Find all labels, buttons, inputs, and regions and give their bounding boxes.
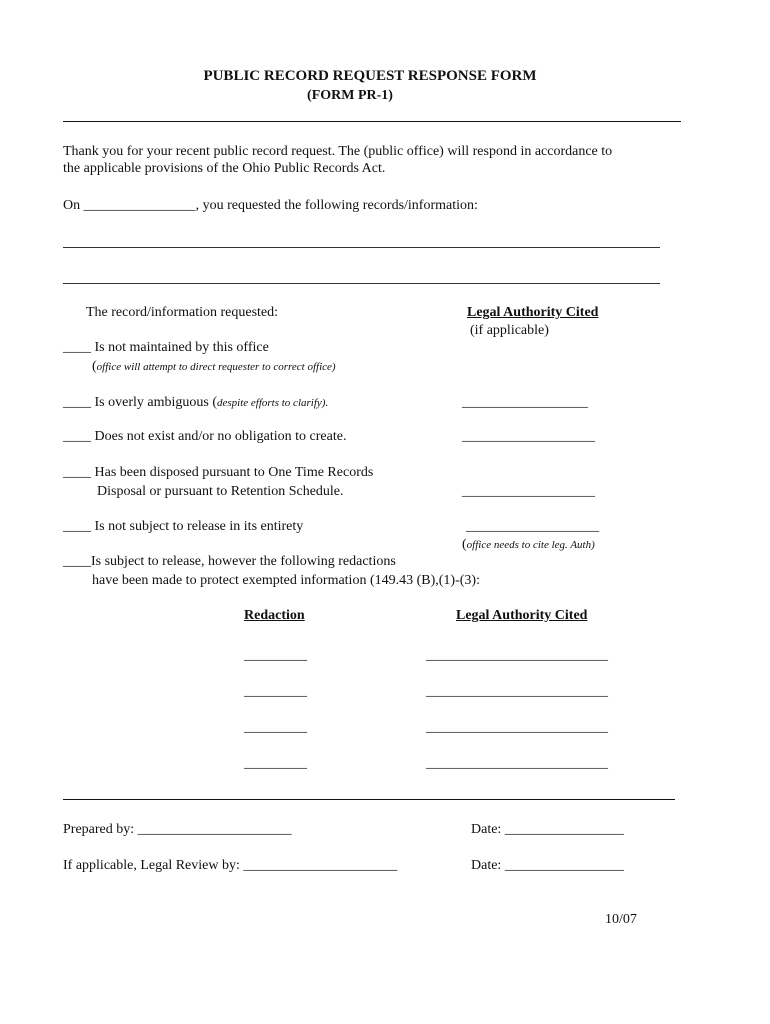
legal-authority-subheading: (if applicable): [470, 323, 549, 338]
prepared-date-field[interactable]: Date: _________________: [471, 822, 624, 837]
prepared-by-field[interactable]: Prepared by: ______________________: [63, 822, 292, 837]
not-maintained-note: [92, 358, 336, 376]
intro-line-1: Thank you for your recent public record request. The (public office) will respond in accordance to: [63, 144, 613, 159]
not-maintained-item[interactable]: ____ Is not maintained by this office: [63, 340, 269, 355]
redaction-authority-column-heading: Legal Authority Cited: [456, 608, 588, 623]
not-subject-note-paren: (: [462, 537, 467, 552]
ambiguous-label: ____ Is overly ambiguous (: [63, 395, 217, 410]
not-maintained-note-text: office will attempt to direct requester to correct office): [96, 361, 336, 373]
ambiguous-item[interactable]: [63, 394, 328, 412]
not-exist-item[interactable]: ____ Does not exist and/or no obligation to create.: [63, 429, 347, 444]
on-prefix: On: [63, 198, 84, 213]
disposed-authority-blank[interactable]: ___________________: [462, 484, 595, 499]
redaction-blank[interactable]: _________: [244, 684, 307, 699]
not-subject-note: [462, 536, 595, 554]
redaction-authority-blank[interactable]: __________________________: [426, 648, 608, 663]
not-subject-note-text: office needs to cite leg. Auth): [466, 539, 595, 551]
legal-review-field[interactable]: If applicable, Legal Review by: ______________________: [63, 858, 398, 873]
redaction-authority-blank[interactable]: __________________________: [426, 684, 608, 699]
form-title: PUBLIC RECORD REQUEST RESPONSE FORM: [203, 68, 537, 84]
on-suffix: , you requested the following records/information:: [195, 198, 478, 213]
disposed-item-line-2: Disposal or pursuant to Retention Schedule.: [97, 484, 344, 499]
redaction-blank[interactable]: _________: [244, 756, 307, 771]
legal-review-date-field[interactable]: Date: _________________: [471, 858, 624, 873]
header-divider: [63, 121, 681, 122]
intro-line-2: the applicable provisions of the Ohio Public Records Act.: [63, 161, 386, 176]
footer-divider: [63, 799, 675, 800]
not-maintained-note-paren: (: [92, 359, 97, 374]
requested-records-line-1[interactable]: [63, 247, 660, 248]
requested-records-line-2[interactable]: [63, 283, 660, 284]
redaction-blank[interactable]: _________: [244, 648, 307, 663]
request-date-line: [63, 197, 478, 215]
record-requested-heading: The record/information requested:: [86, 305, 279, 320]
not-subject-item[interactable]: ____ Is not subject to release in its entirety: [63, 519, 304, 534]
not-subject-authority-blank[interactable]: ___________________: [466, 519, 599, 534]
redaction-authority-blank[interactable]: __________________________: [426, 756, 608, 771]
form-subtitle: (FORM PR-1): [307, 88, 393, 103]
redaction-blank[interactable]: _________: [244, 720, 307, 735]
redaction-authority-blank[interactable]: __________________________: [426, 720, 608, 735]
redaction-item-line-1[interactable]: ____Is subject to release, however the following redactions: [63, 554, 396, 569]
legal-authority-heading: Legal Authority Cited: [467, 305, 599, 320]
disposed-item-line-1[interactable]: ____ Has been disposed pursuant to One Time Records: [63, 465, 374, 480]
redaction-item-line-2: have been made to protect exempted information (149.43 (B),(1)-(3):: [92, 573, 480, 588]
request-date-blank[interactable]: ________________: [83, 198, 196, 213]
ambiguous-authority-blank[interactable]: __________________: [462, 395, 588, 410]
not-exist-authority-blank[interactable]: ___________________: [462, 429, 595, 444]
ambiguous-note: despite efforts to clarify).: [216, 397, 329, 409]
redaction-column-heading: Redaction: [244, 608, 305, 623]
revision-date: 10/07: [605, 912, 637, 927]
